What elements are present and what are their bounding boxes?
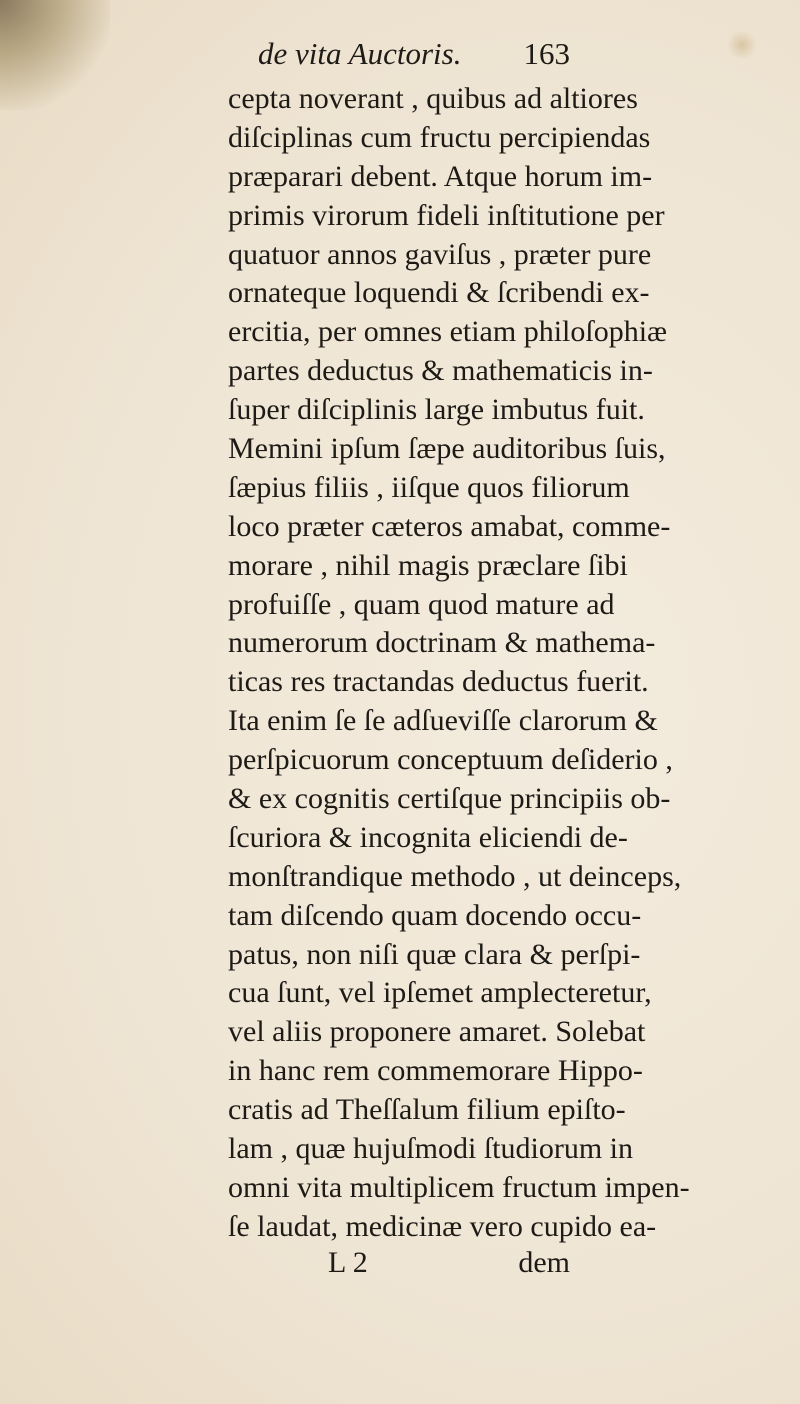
text-line: vel aliis proponere amaret. Solebat bbox=[228, 1015, 646, 1049]
text-line: ſe laudat, medicinæ vero cupido ea- bbox=[228, 1209, 657, 1243]
text-line: ornateque loquendi & ſcribendi ex- bbox=[228, 276, 650, 310]
text-line: partes deductus & mathematicis in- bbox=[228, 354, 653, 388]
text-line: Memini ipſum ſæpe auditoribus ſuis, bbox=[228, 432, 666, 466]
catchword: dem bbox=[518, 1246, 570, 1279]
text-line: ticas res tractandas deductus fuerit. bbox=[228, 665, 649, 699]
text-line: numerorum doctrinam & mathema- bbox=[228, 626, 656, 660]
text-line: in hanc rem commemorare Hippo- bbox=[228, 1054, 643, 1088]
text-line: omni vita multiplicem fructum impen- bbox=[228, 1170, 690, 1204]
page-shadow-corner bbox=[0, 0, 110, 110]
text-line: ſæpius filiis , iiſque quos filiorum bbox=[228, 470, 630, 504]
running-title: de vita Auctoris. bbox=[258, 36, 462, 71]
text-line: quatuor annos gaviſus , præter pure bbox=[228, 237, 652, 271]
text-line: patus, non niſi quæ clara & perſpi- bbox=[228, 937, 641, 971]
text-line: morare , nihil magis præclare ſibi bbox=[228, 548, 628, 582]
body-text bbox=[228, 80, 690, 1247]
text-line: perſpicuorum conceptuum deſiderio , bbox=[228, 743, 673, 777]
text-line: diſciplinas cum fructu percipiendas bbox=[228, 120, 651, 154]
text-line: tam diſcendo quam docendo occu- bbox=[228, 898, 642, 932]
text-line: ſuper diſciplinis large imbutus fuit. bbox=[228, 393, 645, 427]
text-line: lam , quæ hujuſmodi ſtudiorum in bbox=[228, 1132, 633, 1166]
page-number: 163 bbox=[523, 36, 570, 71]
text-line: monſtrandique methodo , ut deinceps, bbox=[228, 859, 682, 893]
text-line: cepta noverant , quibus ad altiores bbox=[228, 82, 638, 115]
signature-mark: L 2 bbox=[328, 1246, 368, 1279]
text-line: ſcuriora & incognita eliciendi de- bbox=[228, 820, 628, 854]
text-line: loco præter cæteros amabat, comme- bbox=[228, 509, 671, 543]
text-line: cratis ad Theſſalum filium epiſto- bbox=[228, 1093, 626, 1127]
text-line: Ita enim ſe ſe adſueviſſe clarorum & bbox=[228, 704, 658, 738]
page-header bbox=[258, 36, 570, 76]
page-footer bbox=[228, 1246, 570, 1286]
text-line: ercitia, per omnes etiam philoſophiæ bbox=[228, 315, 668, 349]
text-line: & ex cognitis certiſque principiis ob- bbox=[228, 782, 671, 816]
text-line: profuiſſe , quam quod mature ad bbox=[228, 587, 615, 621]
text-line: cua ſunt, vel ipſemet amplecteretur, bbox=[228, 976, 652, 1010]
text-line: præparari debent. Atque horum im- bbox=[228, 159, 653, 193]
paper-stain bbox=[727, 30, 757, 60]
text-line: primis virorum fideli inſtitutione per bbox=[228, 198, 665, 232]
